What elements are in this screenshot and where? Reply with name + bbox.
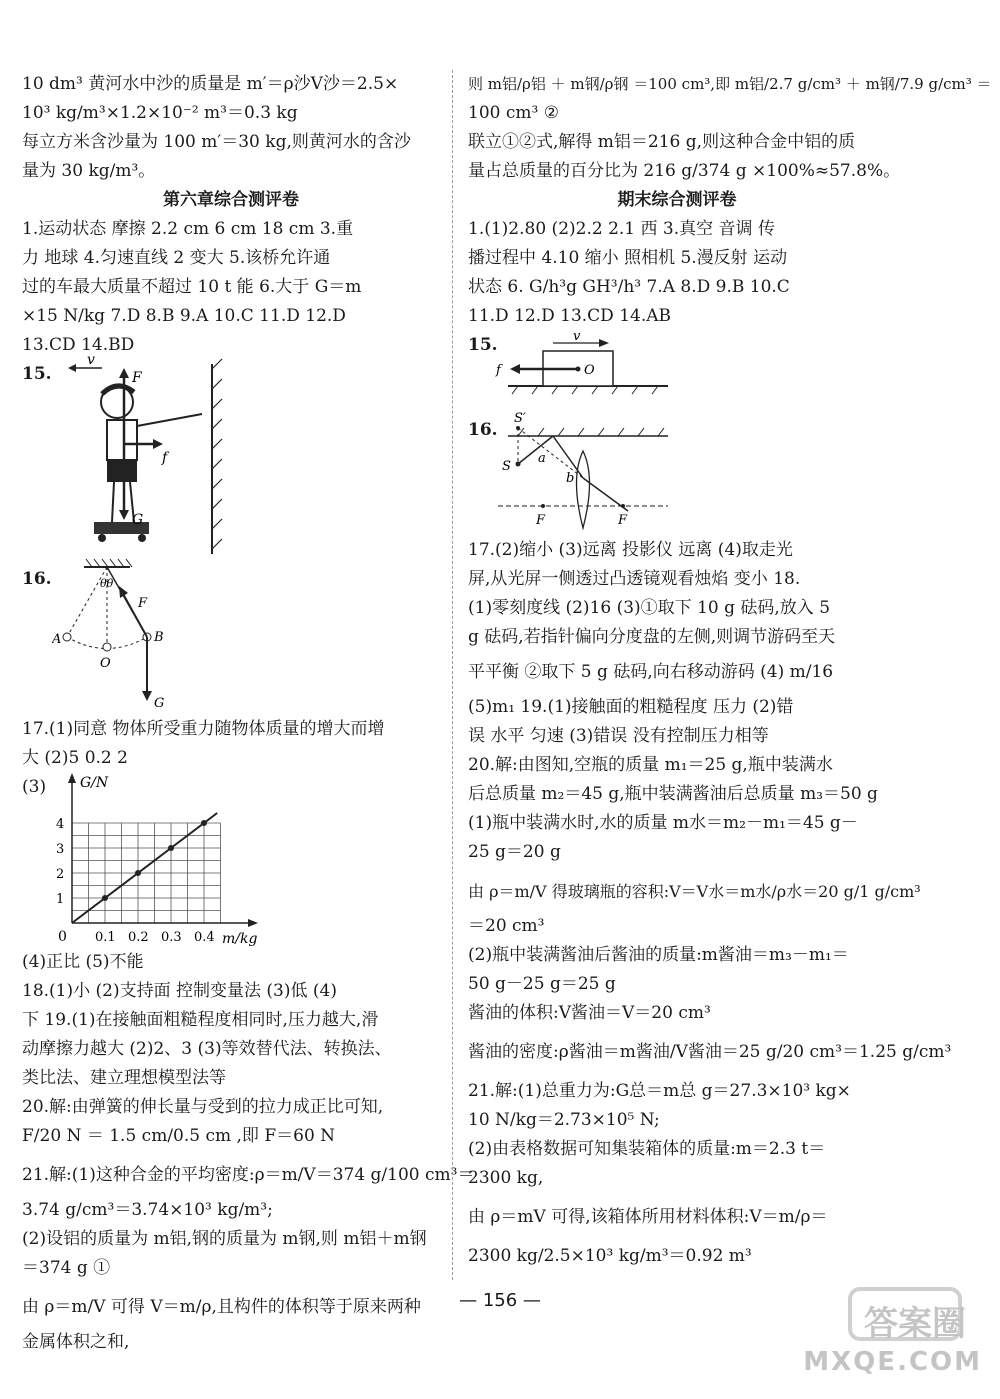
left-column — [22, 70, 475, 1357]
column-divider — [452, 70, 453, 1280]
graph-prefix: (3) — [22, 777, 47, 797]
origin-label: 0 — [58, 929, 67, 945]
answer-line: 由 ρ＝mV 可得,该箱体所用材料体积:V＝m/ρ＝ — [468, 1207, 828, 1227]
velocity-label: v — [87, 354, 95, 368]
answer-line: 过的车最大质量不超过 10 t 能 6.大于 G＝m — [22, 277, 362, 297]
answer-line: 由 ρ＝m/V 得玻璃瓶的容积:V＝V水＝m水/ρ水＝20 g/1 g/cm³ — [468, 882, 921, 901]
pendulum-diagram — [52, 555, 232, 715]
answer-line: 平平衡 ②取下 5 g 砝码,向右移动游码 (4) m/16 — [468, 662, 834, 682]
right-column — [468, 70, 992, 1271]
answer-line: 酱油的体积:V酱油＝V＝20 cm³ — [468, 1003, 711, 1023]
text-line: 100 cm³ ② — [468, 103, 559, 123]
text-line: 10³ kg/m³×1.2×10⁻² m³＝0.3 kg — [22, 103, 298, 123]
y-tick-label: 2 — [56, 867, 65, 882]
x-tick-label: 0.1 — [95, 930, 116, 945]
data-line — [72, 813, 217, 923]
center-label-O: O — [584, 363, 595, 378]
answer-line: 21.解:(1)总重力为:G总＝m总 g＝27.3×10³ kg× — [468, 1081, 851, 1101]
answer-line: (2)瓶中装满酱油后酱油的质量:m酱油＝m₃－m₁＝ — [468, 945, 849, 965]
answer-line: 3.74 g/cm³＝3.74×10³ kg/m³; — [22, 1200, 273, 1220]
answer-line: (2)由表格数据可知集装箱体的质量:m＝2.3 t＝ — [468, 1139, 826, 1159]
answer-line: 后总质量 m₂＝45 g,瓶中装满酱油后总质量 m₃＝50 g — [468, 784, 878, 804]
text-line: 每立方米含沙量为 100 m′＝30 kg,则黄河水的含沙 — [22, 132, 411, 152]
answer-line: ＝374 g ① — [22, 1258, 111, 1278]
answer-line: 50 g－25 g＝25 g — [468, 974, 616, 994]
text-line: 联立①②式,解得 m铝＝216 g,则这种合金中铝的质 — [468, 132, 856, 152]
text-line: 10 dm³ 黄河水中沙的质量是 m′＝ρ沙V沙＝2.5× — [22, 74, 399, 94]
figure-15-left — [22, 354, 440, 565]
watermark-text-cn: 答案圈 — [864, 1304, 966, 1344]
block-friction-diagram — [478, 331, 678, 416]
answer-line: 20.解:由图知,空瓶的质量 m₁＝25 g,瓶中装满水 — [468, 755, 833, 775]
focus-label-right: F — [618, 513, 628, 528]
image-point-label: S′ — [514, 411, 526, 426]
x-tick-label: 0.2 — [128, 930, 149, 945]
answer-line: 大 (2)5 0.2 2 — [22, 748, 128, 768]
text-line: 量占总质量的百分比为 216 g/374 g ×100%≈57.8%。 — [468, 161, 901, 181]
answer-line: (1)零刻度线 (2)16 (3)①取下 10 g 砝码,放入 5 — [468, 598, 831, 618]
text-line: 则 m铝/ρ铝 ＋ m钢/ρ钢 ＝100 cm³,即 m铝/2.7 g/cm³ ＋ m钢/7.9 g/cm³ ＝ — [468, 75, 992, 93]
answer-line: (1)瓶中装满水时,水的质量 m水＝m₂－m₁＝45 g－ — [468, 813, 858, 833]
y-tick-label: 4 — [56, 817, 65, 832]
label-A: A — [52, 632, 62, 647]
question-number: 16. — [22, 569, 52, 589]
data-point — [102, 895, 108, 901]
label-F: F — [138, 596, 148, 611]
answer-line: 11.D 12.D 13.CD 14.AB — [468, 306, 672, 326]
answer-line: 下 19.(1)在接触面粗糙程度相同时,压力越大,滑 — [22, 1010, 379, 1030]
answer-line: 10 N/kg＝2.73×10⁵ N; — [468, 1110, 660, 1130]
answer-line: 20.解:由弹簧的伸长量与受到的拉力成正比可知, — [22, 1097, 384, 1117]
velocity-label: v — [573, 331, 581, 344]
source-point-label: S — [502, 459, 511, 474]
answer-line: 2300 kg/2.5×10³ kg/m³＝0.92 m³ — [468, 1246, 752, 1266]
question-number: 15. — [22, 364, 52, 384]
answer-line: 17.(2)缩小 (3)远离 投影仪 远离 (4)取走光 — [468, 540, 793, 560]
label-O: O — [100, 656, 111, 671]
x-axis-label: m/kg — [222, 931, 258, 947]
figure-15-right — [468, 331, 886, 416]
answer-line: ＝20 cm³ — [468, 916, 545, 936]
force-label-f: f — [162, 450, 168, 466]
answer-line: 屏,从光屏一侧透过凸透镜观看烛焰 变小 18. — [468, 569, 801, 589]
focus-label-left: F — [536, 513, 546, 528]
answer-line: 金属体积之和, — [22, 1332, 130, 1352]
y-axis-label: G/N — [80, 775, 109, 791]
x-tick-label: 0.4 — [194, 930, 215, 945]
skater-force-diagram — [62, 354, 262, 559]
mass-weight-graph — [32, 773, 282, 948]
answer-line: 2300 kg, — [468, 1168, 544, 1188]
answer-line: 播过程中 4.10 缩小 照相机 5.漫反射 运动 — [468, 248, 788, 268]
text-line: 量为 30 kg/m³。 — [22, 161, 156, 181]
friction-label: f — [496, 363, 501, 378]
y-tick-label: 1 — [56, 892, 65, 907]
data-point — [168, 845, 174, 851]
answer-line: 25 g＝20 g — [468, 842, 561, 862]
answer-line: 1.运动状态 摩擦 2.2 cm 6 cm 18 cm 3.重 — [22, 219, 354, 239]
final-exam-title: 期末综合测评卷 — [617, 190, 737, 210]
answer-line: (4)正比 (5)不能 — [22, 952, 144, 972]
graph-block — [22, 773, 440, 948]
force-label-F: F — [132, 370, 142, 386]
answer-line: 18.(1)小 (2)支持面 控制变量法 (3)低 (4) — [22, 981, 337, 1001]
answer-line: 类比法、建立理想模型法等 — [22, 1068, 226, 1088]
x-tick-label: 0.3 — [161, 930, 182, 945]
angle-label: θθ — [100, 577, 114, 590]
ray-label-b: b — [566, 471, 575, 486]
answer-line: 误 水平 匀速 (3)错误 没有控制压力相等 — [468, 726, 769, 746]
label-G: G — [154, 696, 165, 711]
answer-line: (5)m₁ 19.(1)接触面的粗糙程度 压力 (2)错 — [468, 697, 794, 717]
answer-line: 由 ρ＝m/V 可得 V＝m/ρ,且构件的体积等于原来两种 — [22, 1297, 421, 1317]
force-label-G: G — [132, 512, 144, 528]
question-number: 16. — [468, 420, 498, 440]
answer-line: g 砝码,若指针偏向分度盘的左侧,则调节游码至天 — [468, 627, 836, 647]
answer-line: 状态 6. G/h³g GH³/h³ 7.A 8.D 9.B 10.C — [468, 277, 790, 297]
answer-line: 动摩擦力越大 (2)2、3 (3)等效替代法、转换法、 — [22, 1039, 392, 1059]
answer-line: ×15 N/kg 7.D 8.B 9.A 10.C 11.D 12.D — [22, 306, 346, 326]
y-tick-label: 3 — [56, 842, 65, 857]
question-number: 15. — [468, 335, 498, 355]
chapter-title: 第六章综合测评卷 — [163, 190, 299, 210]
lens-mirror-diagram — [478, 406, 678, 536]
page-number: — 156 — — [459, 1290, 541, 1311]
data-point — [135, 870, 141, 876]
figure-16-right — [468, 411, 886, 536]
answer-line: 21.解:(1)这种合金的平均密度:ρ＝m/V＝374 g/100 cm³＝ — [22, 1165, 475, 1185]
answer-line: 酱油的密度:ρ酱油＝m酱油/V酱油＝25 g/20 cm³＝1.25 g/cm³ — [468, 1042, 952, 1062]
answer-line: F/20 N ＝ 1.5 cm/0.5 cm ,即 F＝60 N — [22, 1126, 336, 1146]
answer-line: 力 地球 4.匀速直线 2 变大 5.该桥允许通 — [22, 248, 331, 268]
answer-line: (2)设铝的质量为 m铝,钢的质量为 m钢,则 m铝＋m钢 — [22, 1229, 427, 1249]
data-point — [201, 820, 207, 826]
watermark-text: MXQE.COM — [803, 1347, 982, 1377]
answer-line: 17.(1)同意 物体所受重力随物体质量的增大而增 — [22, 719, 385, 739]
answer-line: 1.(1)2.80 (2)2.2 2.1 西 3.真空 音调 传 — [468, 219, 775, 239]
figure-16-left — [22, 565, 440, 715]
answer-line: 13.CD 14.BD — [22, 335, 135, 355]
label-B: B — [154, 630, 164, 645]
ray-label-a: a — [538, 451, 546, 466]
